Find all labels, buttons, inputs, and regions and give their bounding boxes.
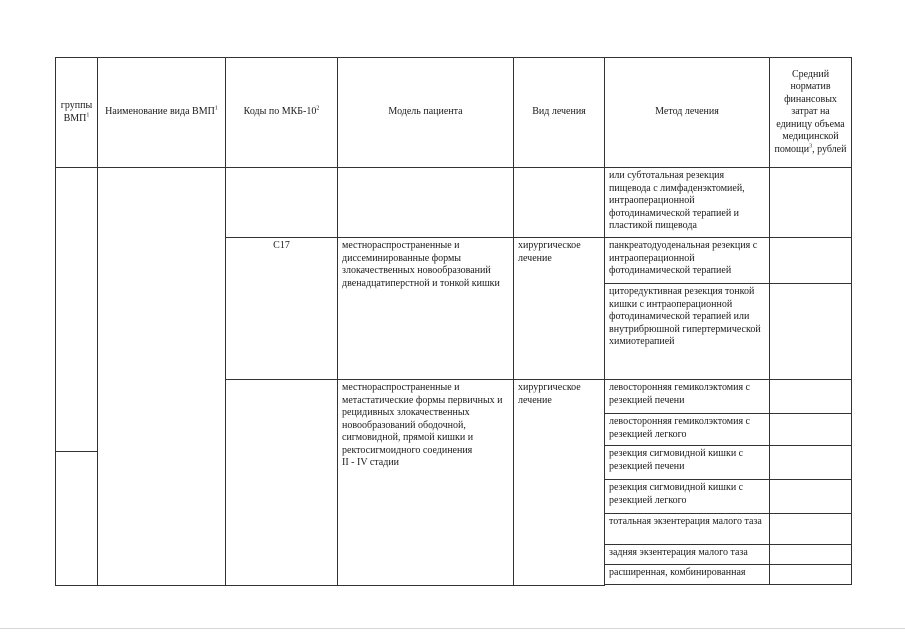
- header-name: Наименование вида ВМП$^1$: [98, 58, 226, 168]
- cell-cost: [770, 514, 852, 545]
- cell-model: местнораспространенные и диссеминированные формы злокачественных новообразований двенадцатиперстной и тонкой кишки: [338, 238, 514, 380]
- cell-method: тотальная экзентерация малого таза: [605, 514, 770, 545]
- cell-cost: [770, 168, 852, 238]
- cell-cost: [770, 380, 852, 414]
- header-method: Метод лечения: [605, 58, 770, 168]
- cell-method: расширенная, комбинированная: [605, 565, 770, 585]
- header-cost: Средний норматив финансовых затрат на единицу объема медицинской помощи$^3$, рублей: [770, 58, 852, 168]
- cell-treatment: хирургическое лечение: [514, 380, 605, 586]
- header-codes: Коды по МКБ-$10^2$: [226, 58, 338, 168]
- cell-code: C17: [226, 238, 338, 380]
- cell-method: задняя экзентерация малого таза: [605, 545, 770, 565]
- cell-cost: [770, 545, 852, 565]
- cell-group: [56, 452, 98, 586]
- cell-treatment: хирургическое лечение: [514, 238, 605, 380]
- cell-method: левосторонняя гемиколэктомия с резекцией легкого: [605, 414, 770, 446]
- vmp-table: [55, 57, 852, 586]
- cell-method: резекция сигмовидной кишки с резекцией легкого: [605, 480, 770, 514]
- cell-cost: [770, 446, 852, 480]
- header-treatment: Вид лечения: [514, 58, 605, 168]
- cell-cost: [770, 565, 852, 585]
- cell-name: [98, 168, 226, 586]
- cell-model: местнораспространенные и метастатические формы первичных и рецидивных злокачественных новообразований ободочной, сигмовидной, прямой кишки и ректосигмоидного соединения II - IV стадии: [338, 380, 514, 586]
- cell-method: панкреатодуоденальная резекция с интраоперационной фотодинамической терапией: [605, 238, 770, 284]
- cell-method: или субтотальная резекция пищевода с лимфаденэктомией, интраоперационной фотодинамической терапией и пластикой пищевода: [605, 168, 770, 238]
- cell-cost: [770, 238, 852, 284]
- cell-method: резекция сигмовидной кишки с резекцией печени: [605, 446, 770, 480]
- cell-code: [226, 380, 338, 586]
- cell-method: левосторонняя гемиколэктомия с резекцией печени: [605, 380, 770, 414]
- cell-cost: [770, 480, 852, 514]
- cell-group: [56, 168, 98, 452]
- cell-model: [338, 168, 514, 238]
- scan-edge-line: [0, 628, 905, 629]
- cell-code: [226, 168, 338, 238]
- cell-method: циторедуктивная резекция тонкой кишки с интраоперационной фотодинамической терапией или внутрибрюшной гипертермической химиотерапией: [605, 284, 770, 380]
- cell-treatment: [514, 168, 605, 238]
- cell-cost: [770, 284, 852, 380]
- header-group: группы ВМП$^1$: [56, 58, 98, 168]
- cell-cost: [770, 414, 852, 446]
- table-header-row: [56, 58, 852, 168]
- table-row: [56, 168, 852, 238]
- header-model: Модель пациента: [338, 58, 514, 168]
